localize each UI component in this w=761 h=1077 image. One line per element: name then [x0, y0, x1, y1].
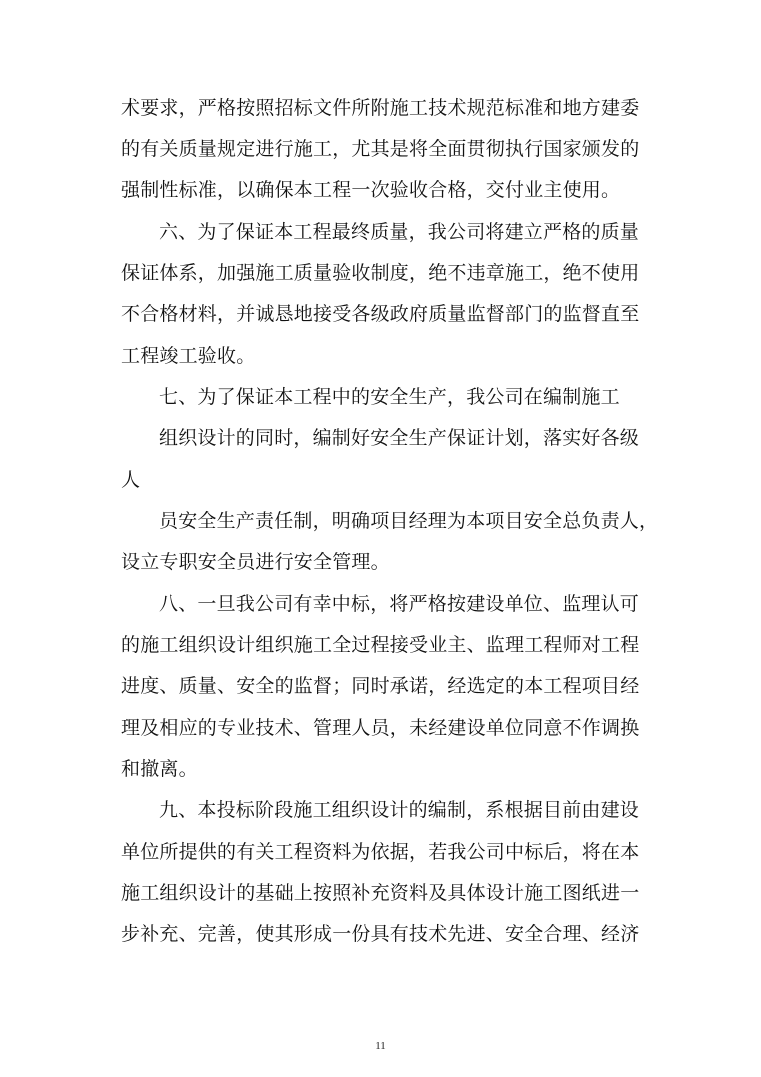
text-line-15: 进度、质量、安全的监督；同时承诺，经选定的本工程项目经 [121, 675, 640, 697]
text-line-16: 理及相应的专业技术、管理人员，未经建设单位同意不作调换 [121, 717, 640, 739]
text-line-21: 步补充、完善，使其形成一份具有技术先进、安全合理、经济 [121, 923, 640, 945]
text-line-9: 组织设计的同时，编制好安全生产保证计划，落实好各级 [159, 427, 640, 449]
text-line-8: 七、为了保证本工程中的安全生产，我公司在编制施工 [159, 386, 620, 408]
text-line-1: 术要求，严格按照招标文件所附施工技术规范标准和地方建委 [121, 97, 640, 119]
text-line-14: 的施工组织设计组织施工全过程接受业主、监理工程师对工程 [121, 634, 640, 656]
text-line-18: 九、本投标阶段施工组织设计的编制，系根据目前由建设 [159, 799, 640, 821]
text-line-4: 六、为了保证本工程最终质量，我公司将建立严格的质量 [159, 221, 640, 243]
text-line-13: 八、一旦我公司有幸中标，将严格按建设单位、监理认可 [159, 593, 640, 615]
text-line-3: 强制性标准，以确保本工程一次验收合格，交付业主使用。 [121, 179, 621, 201]
page-number: 11 [375, 1040, 386, 1052]
text-line-6: 不合格材料，并诚恳地接受各级政府质量监督部门的监督直至 [121, 303, 640, 325]
text-line-12: 设立专职安全员进行安全管理。 [121, 551, 390, 573]
text-line-2: 的有关质量规定进行施工，尤其是将全面贯彻执行国家颁发的 [121, 138, 640, 160]
text-line-11: 员安全生产责任制，明确项目经理为本项目安全总负责人， [159, 510, 659, 532]
text-line-17: 和撤离。 [121, 758, 198, 780]
text-line-20: 施工组织设计的基础上按照补充资料及具体设计施工图纸进一 [121, 882, 640, 904]
text-line-5: 保证体系，加强施工质量验收制度，绝不违章施工，绝不使用 [121, 262, 640, 284]
text-line-7: 工程竣工验收。 [121, 345, 256, 367]
text-line-10: 人 [121, 469, 141, 491]
text-line-19: 单位所提供的有关工程资料为依据，若我公司中标后，将在本 [121, 841, 640, 863]
